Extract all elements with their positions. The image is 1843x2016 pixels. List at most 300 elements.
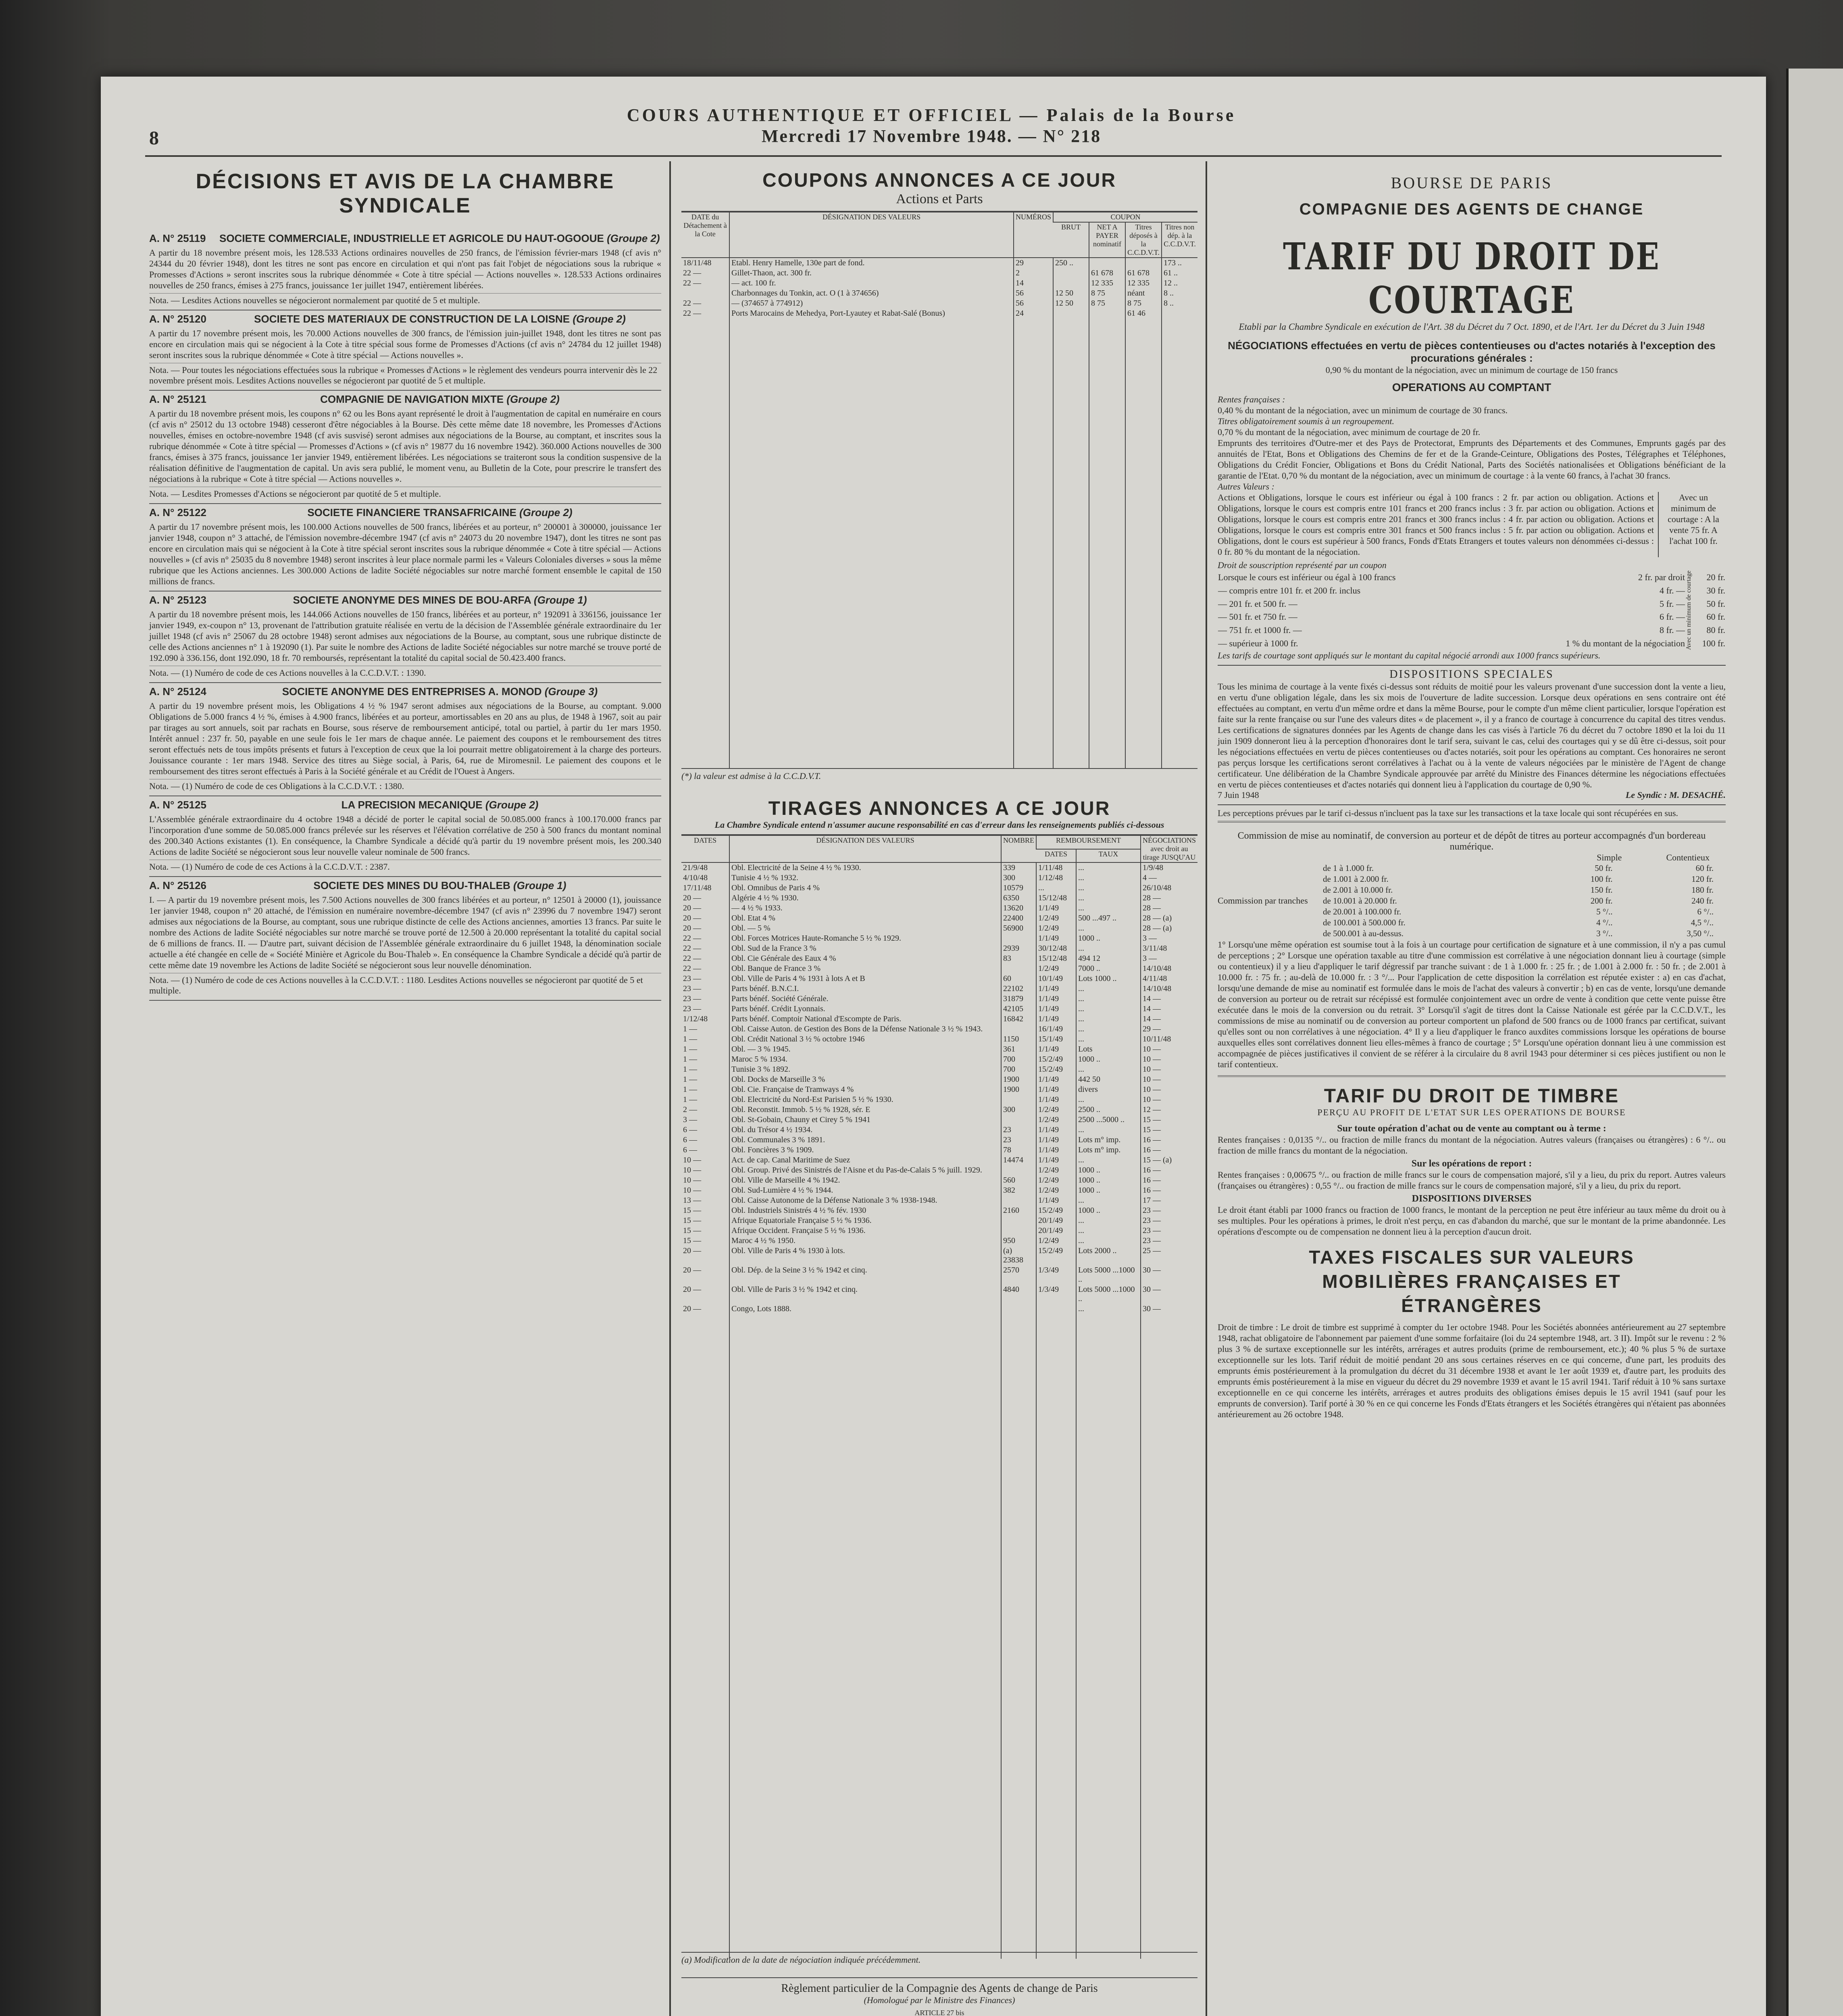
coupon-row-cell: 18/11/48 (683, 258, 712, 267)
souscription-min: 30 fr. (1706, 585, 1725, 596)
tirage-row (681, 1064, 1197, 1075)
taxes-text: Droit de timbre : Le droit de timbre est supprimé à compter du 1er octobre 1948. Pour les Sociétés abonnées antérieurement au 27 septembre 1948, rachat obligatoire de l'abonnement par paiement d'une somme forfaitaire (loi du 24 septembre 1948, art. 3 II). Impôt sur le revenu : 2 % plus 3 % de surtaxe exceptionnelle sur les intérêts, arrérages et autres produits (prime de remboursement, etc.); 40 % plus 5 % de surtaxe exceptionnelle sur les lots. Tarif réduit de moitié pendant 20 ans sous certaines réserves en ce qui concerne, d'une part, les produits des emprunts émis postérieurement à la promulgation du décret du 31 décembre 1938 et avant le 1er août 1939 et, d'autre part, les produits des emprunts émis postérieurement à la mise en vigueur du décret du 29 novembre 1939 et avant le 15 avril 1941. Tarif réduit à 10 % sans surtaxe exceptionnelle en ce qui concerne les intérêts, arrérages et autres produits des obligations émises depuis le 15 avril 1941 (sauf pour les emprunts de conversion). Tarif porté à 30 % en ce qui concerne les Fonds d'Etats étrangers et les Sociétés étrangères qui n'étaient pas abonnées antérieurement au 26 octobre 1948. (1218, 1322, 1726, 1419)
tirage-row-cell: 700 (1001, 1054, 1036, 1064)
tirage-row-cell: 1 — (683, 1085, 697, 1094)
tirage-row (681, 1216, 1197, 1226)
tirage-row-cell: 6 — (683, 1125, 697, 1134)
tirage-row-filler-cell (729, 1314, 1001, 1959)
tirages-header: NÉGOCIATIONS avec droit au tirage JUSQU'AU (1141, 835, 1197, 862)
coupon-row-cell (1125, 258, 1162, 268)
tirage-row-cell: Obl. Industriels Sinistrés 4 ½ % fév. 1930 (729, 1206, 1001, 1216)
tirage-row-filler-cell (1141, 1314, 1197, 1959)
tirage-row-cell: 442 50 (1076, 1075, 1141, 1085)
column-divider (1206, 161, 1207, 2016)
timbre-t3: Le droit étant établi par 1000 francs ou fraction de 1000 francs, le montant de la perception ne peut être inférieur au taux même du droit ou à ses multiples. Pour les opérations à primes, le droit n'est perçu, en cas d'abandon du marché, que sur le montant de la prime abandonnée. Les opérations d'escompte ou de compensation ne donnent lieu à la perception d'aucun droit. (1218, 1204, 1726, 1237)
tirage-row (681, 1014, 1197, 1024)
coupon-row (681, 268, 1197, 278)
tirage-row-filler-cell (681, 1314, 729, 1959)
tirage-row-cell: 21/9/48 (683, 863, 708, 872)
tirage-row-cell: ... (1076, 1004, 1141, 1014)
tirage-row-cell: 1 — (683, 1045, 697, 1054)
notice-note: Nota. — (1) Numéro de code de ces Obligations à la C.C.D.V.T. : 1380. (149, 779, 661, 791)
tirage-row (681, 873, 1197, 883)
tirages-table (681, 835, 1197, 1959)
tirage-row-cell: 1/1/49 (1036, 1085, 1076, 1095)
notice-note: Nota. — Lesdites Actions nouvelles se négocieront normalement par quotité de 5 et multiple. (149, 293, 661, 306)
coupon-row-cell (1089, 258, 1125, 268)
tirage-row (681, 1195, 1197, 1206)
tirage-row-cell: 1/12/48 (683, 1014, 708, 1023)
tirage-row-cell: Obl. Etat 4 % (729, 913, 1001, 923)
rentes-text: 0,40 % du montant de la négociation, avec un minimum de courtage de 30 francs. (1218, 405, 1508, 415)
tirage-row-cell (1001, 1165, 1036, 1175)
tirage-row-cell: 22102 (1001, 984, 1036, 994)
coupon-row-cell: 8 75 (1089, 298, 1125, 308)
tirage-row-cell: 25 — (1141, 1246, 1197, 1265)
tirage-row-cell: Lots m° imp. (1076, 1135, 1141, 1145)
tirage-row-cell: Parts bénéf. Société Générale. (729, 994, 1001, 1004)
commission-title: Commission de mise au nominatif, de conversion au porteur et de dépôt de titres au porteur accompagnés d'un bordereau numérique. (1237, 830, 1706, 852)
tirage-row-cell: (a) 23838 (1001, 1246, 1036, 1265)
tirage-row (681, 1004, 1197, 1014)
commission-cell: 3,50 °/.. (1687, 928, 1714, 938)
tirage-row-cell: Obl. Dép. de la Seine 3 ½ % 1942 et cinq. (729, 1265, 1001, 1285)
souscription-val: 6 fr. — (1660, 612, 1685, 622)
commission-cell: 5 °/.. (1596, 906, 1613, 916)
page-number: 8 (149, 127, 159, 149)
notice-group: (Groupe 2) (485, 799, 539, 811)
tirage-row-cell: 10 — (1141, 1054, 1197, 1064)
tirage-row-cell: 2500 .. (1076, 1105, 1141, 1115)
tirage-row-cell: 10579 (1001, 883, 1036, 893)
tirage-row-cell: 339 (1001, 862, 1036, 873)
tirage-row (681, 1165, 1197, 1175)
tirage-row-cell: 15/2/49 (1036, 1246, 1076, 1265)
tirages-group-header: REMBOURSEMENT (1036, 835, 1141, 849)
tirage-row-cell: 1000 .. (1076, 1175, 1141, 1185)
coupon-row-filler-cell (681, 319, 729, 768)
tirage-row-cell: 1/2/49 (1036, 1175, 1076, 1185)
commission-cell: 240 fr. (1691, 896, 1714, 906)
commission-row (1322, 917, 1726, 928)
tirage-row-cell: 23 — (1141, 1216, 1197, 1226)
tirages-header: DATES (681, 835, 729, 862)
souscription-min: 100 fr. (1702, 638, 1725, 649)
coupon-row-cell (681, 288, 729, 298)
tirage-row-cell: 17 — (1141, 1195, 1197, 1206)
tirage-row-cell: 10 — (1141, 1075, 1197, 1085)
commission-cell: de 2.001 à 10.000 fr. (1323, 885, 1393, 895)
tirage-row (681, 974, 1197, 984)
tirage-row-cell: 16842 (1001, 1014, 1036, 1024)
masthead-title: COURS AUTHENTIQUE ET OFFICIEL — Palais de la Bourse (627, 105, 1236, 125)
tirage-row-cell: 23 — (683, 1004, 701, 1013)
commission-cell: 50 fr. (1595, 863, 1613, 873)
tirages-header: DÉSIGNATION DES VALEURS (729, 835, 1001, 862)
coupons-header: NUMÉROS (1014, 212, 1053, 258)
timbre-h2: Sur les opérations de report : (1411, 1158, 1532, 1169)
notice-number: A. N° 25126 (149, 879, 206, 891)
coupon-row (681, 308, 1197, 319)
tirage-row-cell: Obl. Caisse Auton. de Gestion des Bons de la Défense Nationale 3 ½ % 1943. (729, 1024, 1001, 1034)
tirage-row-cell: 83 (1001, 954, 1036, 964)
notice-company-name: SOCIETE DES MINES DU BOU-THALEB (313, 879, 510, 891)
tirage-row-cell: 10 — (1141, 1044, 1197, 1054)
tirage-row-cell: 15 — (683, 1206, 701, 1215)
tirage-row-cell: 20 — (683, 924, 701, 933)
coupon-row-filler-cell (1125, 319, 1162, 768)
tirage-row-cell: — 4 ½ % 1933. (729, 903, 1001, 913)
notice-text: A partir du 18 novembre présent mois, les 144.066 Actions nouvelles de 150 francs, libérées et au porteur, n° 192091 à 336156, jouissance 1er janvier 1949, ex-coupon n° 13, provenant de l'attribution gratuite réalisée en vertu de la décision de l'Assemblée générale extraordinaire du 1er juillet 1948 (cf avis n° 25067 du 28 octobre 1948) seront admises aux négociations de la Bourse, au comptant, sous une rubrique distincte de celle des Actions anciennes n° 1 à 192090 (1). Par suite le nombre des Actions de ladite Société négociables sur notre marché se trouve porté de 192.090 à 336.156, dont 192.090, 18 fr. 70 remboursés, représentant la totalité du capital social de 50.423.400 francs. (149, 609, 661, 663)
souscription-min-row (1697, 637, 1726, 650)
coupon-row-cell: — act. 100 fr. (729, 278, 1014, 288)
tirage-row-cell: 494 12 (1076, 954, 1141, 964)
tirage-row-cell: 4/11/48 (1141, 974, 1197, 984)
tirage-row-cell: 20 — (683, 1304, 701, 1313)
tirage-row-cell: 1/1/49 (1036, 1125, 1076, 1135)
coupon-row-cell (1089, 308, 1125, 319)
tirage-row-cell: ... (1076, 923, 1141, 933)
tirage-row-cell: Obl. St-Gobain, Chauny et Cirey 5 % 1941 (729, 1115, 1001, 1125)
tirage-row-cell: 14 — (1141, 1014, 1197, 1024)
tirage-row-cell: 1/1/49 (1036, 1044, 1076, 1054)
tirage-row (681, 1155, 1197, 1165)
tirage-row-cell: 28 — (a) (1141, 913, 1197, 923)
coupons-table (681, 212, 1197, 768)
tirage-row-cell: Congo, Lots 1888. (729, 1304, 1001, 1314)
compagnie-title: COMPAGNIE DES AGENTS DE CHANGE (1299, 200, 1644, 218)
tirage-row-cell: 2 — (683, 1105, 697, 1114)
tirages-note: (a) Modification de la date de négociation indiquée précédemment. (681, 1955, 921, 1965)
tirage-row-cell: Obl. Group. Privé des Sinistrés de l'Aisne et du Pas-de-Calais 5 % juill. 1929. (729, 1165, 1001, 1175)
tirage-row-cell: 10 — (683, 1166, 701, 1175)
tirages-header: TAUX (1076, 849, 1141, 863)
tirage-row-cell: 382 (1001, 1185, 1036, 1195)
coupons-header: NET A PAYER nominatif (1089, 222, 1125, 258)
masthead-date: Mercredi 17 Novembre 1948. — N° 218 (761, 126, 1102, 146)
tirage-row-cell: 1/1/49 (1036, 1135, 1076, 1145)
commission-row (1322, 906, 1726, 917)
tirage-row-cell: Obl. Crédit National 3 ½ % octobre 1946 (729, 1034, 1001, 1044)
coupons-group-header: COUPON (1053, 212, 1197, 222)
tirage-row-cell: 4840 (1001, 1285, 1036, 1304)
coupon-row-cell: Ports Marocains de Mehedya, Port-Lyautey et Rabat-Salé (Bonus) (729, 308, 1014, 319)
notice-heading (149, 232, 661, 245)
tirage-row-cell: 23 (1001, 1135, 1036, 1145)
notice-company (219, 799, 661, 811)
tirage-row-cell (1001, 1226, 1036, 1236)
tirage-row-cell: Obl. Reconstit. Immob. 5 ½ % 1928, sér. E (729, 1105, 1001, 1115)
notice-note: Nota. — Pour toutes les négociations effectuées sous la rubrique « Promesses d'Actions » le règlement des vendeurs pourra intervenir dès le 22 novembre présent mois. Lesdites Actions nouvelles se négocieront par quotité de 5 et multiple. (149, 363, 661, 386)
reglement-subtitle: (Homologué par le Ministre des Finances) (864, 1995, 1015, 2005)
tirage-row-cell: 1/1/49 (1036, 984, 1076, 994)
tirage-row-cell: 1/1/49 (1036, 1095, 1076, 1105)
tirage-row-cell: 560 (1001, 1175, 1036, 1185)
tirage-row-cell: 14/10/48 (1141, 984, 1197, 994)
notice-number: A. N° 25123 (149, 594, 206, 606)
coupon-row (681, 258, 1197, 268)
notice-heading (149, 799, 661, 811)
tirage-row-cell: Obl. Electricité de la Seine 4 ½ % 1930. (729, 862, 1001, 873)
tirage-row-cell: 4 — (1141, 873, 1197, 883)
tirage-row-cell: 15 — (683, 1226, 701, 1235)
notice-company (219, 313, 661, 325)
tirage-row-cell: Lots m° imp. (1076, 1145, 1141, 1155)
souscription-val: 4 fr. — (1660, 585, 1685, 596)
tirage-row-cell: 1/1/49 (1036, 1075, 1076, 1085)
notice-group: (Groupe 1) (534, 594, 587, 606)
tirage-row-cell: Maroc 4 ½ % 1950. (729, 1236, 1001, 1246)
notice-number: A. N° 25122 (149, 506, 206, 519)
courtage-subtitle: Etabli par la Chambre Syndicale en exécution de l'Art. 38 du Décret du 7 Oct. 1890, et de l'Art. 1er du Décret du 3 Juin 1948 (1239, 322, 1705, 332)
notice-number: A. N° 25119 (149, 232, 206, 244)
tirage-row-cell: Parts bénéf. Comptoir National d'Escompte de Paris. (729, 1014, 1001, 1024)
tirage-row-cell (1001, 1195, 1036, 1206)
notice-company (218, 232, 662, 245)
tirage-row (681, 903, 1197, 913)
notice-group: (Groupe 2) (607, 232, 660, 244)
notice (149, 230, 661, 310)
notice (149, 504, 661, 591)
tirage-row-cell: Obl. Sud-Lumière 4 ½ % 1944. (729, 1185, 1001, 1195)
notice-company-name: SOCIETE DES MATERIAUX DE CONSTRUCTION DE LA LOISNE (254, 313, 570, 325)
coupon-row-filler-cell (1162, 319, 1197, 768)
tirage-row (681, 1085, 1197, 1095)
coupon-row-filler (681, 319, 1197, 768)
tirage-row-cell: 22400 (1001, 913, 1036, 923)
tirage-row-cell: 14/10/48 (1141, 964, 1197, 974)
tirages-header: NOMBRE (1001, 835, 1036, 862)
coupon-row-filler-cell (1014, 319, 1053, 768)
tirage-row-cell: 1/11/48 (1036, 862, 1076, 873)
souscription-table (1218, 571, 1685, 650)
next-page-edge (1786, 69, 1843, 2016)
rentes-label: Rentes françaises : (1218, 394, 1285, 404)
tirage-row-cell: 23 — (683, 994, 701, 1003)
commission-row (1322, 896, 1726, 906)
tirage-row-cell: 2160 (1001, 1206, 1036, 1216)
tirage-row-cell (1036, 1304, 1076, 1314)
coupon-row-cell: 250 .. (1053, 258, 1089, 268)
commission-cell: de 1 à 1.000 fr. (1323, 863, 1374, 873)
tirage-row-cell: Lots 5000 ...1000 .. (1076, 1265, 1141, 1285)
tirage-row-cell: ... (1076, 873, 1141, 883)
notice-company-name: SOCIETE ANONYME DES ENTREPRISES A. MONOD (282, 685, 542, 698)
tirage-row-cell: 1/2/49 (1036, 964, 1076, 974)
souscription-val: 5 fr. — (1660, 598, 1685, 609)
tirage-row-cell: 30 — (1141, 1265, 1197, 1285)
tirage-row-cell: ... (1076, 893, 1141, 903)
commission-cell: 180 fr. (1691, 885, 1714, 895)
tirage-row-cell: 361 (1001, 1044, 1036, 1054)
coupon-row-cell: 12 50 (1053, 288, 1089, 298)
notice-note: Nota. — (1) Numéro de code de ces Actions nouvelles à la C.C.D.V.T. : 1180. Lesdites Actions nouvelles se négocieront par quotité de 5 et multiple. (149, 973, 661, 996)
coupon-row-cell: 173 .. (1162, 258, 1197, 268)
notice-text: A partir du 17 novembre présent mois, les 100.000 Actions nouvelles de 500 francs, libérées et au porteur, n° 200001 à 300000, jouissance 1er janvier 1948, coupon n° 3 attaché, de l'émission novembre-décembre 1947 (cf avis n° 24073 du 20 novembre 1947), dont les titres ne sont pas encore en circulation mais qui se négocient à la Cote à titre spécial seront inscrites sous la rubrique dénommée « Cote à titre spécial — Actions nouvelles » (cf avis n° 25035 du 8 novembre 1948) seront inscrites à leur place normale parmi les « Valeurs Coloniales diverses » sous la même rubrique que les Actions anciennes. Les 300.000 Actions de ladite Société négociables sur notre marché forment ensemble le capital de 150 millions de francs. (149, 522, 661, 586)
tirage-row-cell (1001, 1095, 1036, 1105)
coupon-row-cell: 61 46 (1125, 308, 1162, 319)
tirage-row-cell: 2570 (1001, 1265, 1036, 1285)
tirages-title: TIRAGES ANNONCES A CE JOUR (768, 798, 1111, 819)
tirage-row-cell (1001, 1115, 1036, 1125)
courtage-title: TARIF DU DROIT DE COURTAGE (1283, 235, 1661, 322)
tirage-row-cell: 1000 .. (1076, 1185, 1141, 1195)
tirage-row-cell: 23 — (1141, 1206, 1197, 1216)
tirage-row-cell: 300 (1001, 1105, 1036, 1115)
souscription-row (1218, 584, 1685, 597)
tirage-row (681, 994, 1197, 1004)
coupon-row-cell: Charbonnages du Tonkin, act. O (1 à 374656) (729, 288, 1014, 298)
tirage-row-cell: 10 — (1141, 1085, 1197, 1095)
tirage-row-cell: 1/9/48 (1141, 862, 1197, 873)
tirage-row-filler (681, 1314, 1197, 1959)
decisions-title: DÉCISIONS ET AVIS DE LA CHAMBRE SYNDICALE (196, 170, 615, 217)
coupons-header: Titres déposés à la C.C.D.V.T. (1125, 222, 1162, 258)
tirage-row (681, 933, 1197, 943)
tirage-row-cell: 20/1/49 (1036, 1216, 1076, 1226)
coupon-row-cell: 12 .. (1162, 278, 1197, 288)
tirage-row-filler-cell (1001, 1314, 1036, 1959)
tirage-row-cell: 15 — (1141, 1115, 1197, 1125)
tirage-row (681, 862, 1197, 873)
coupon-row-cell: 56 (1014, 298, 1053, 308)
notice-company (219, 685, 661, 698)
souscription-val: 1 % du montant de la négociation (1566, 638, 1685, 649)
timbre-t1: Rentes françaises : 0,0135 °/.. ou fraction de mille francs du montant de la négociation. Autres valeurs (françaises ou étrangères) : 6 °/.. ou fraction de mille francs du montant de la négociation. (1218, 1134, 1726, 1156)
tirage-row-cell: Act. de cap. Canal Maritime de Suez (729, 1155, 1001, 1165)
tirage-row-cell: ... (1076, 1014, 1141, 1024)
tirage-row-cell: 1/1/49 (1036, 903, 1076, 913)
commission-cell: de 10.001 à 20.000 fr. (1323, 896, 1397, 906)
tirage-row (681, 923, 1197, 933)
souscription-cond: — 501 fr. et 750 fr. — (1218, 612, 1297, 622)
tirage-row-cell: 23 (1001, 1125, 1036, 1135)
notice-text: I. — A partir du 19 novembre présent mois, les 7.500 Actions nouvelles de 300 francs libérées et au porteur, n° 12501 à 20000 (1), jouissance 1er janvier 1948, coupon n° 20 attaché, de l'émission en numéraire novembre-décembre 1947 (cf avis n° 23996 du 7 novembre 1947) seront admises aux négociations de la Bourse, au comptant, sous une rubrique distincte de celle des Actions anciennes, amorties 13 francs. Par suite le nombre des Actions de ladite Société négociables sur notre marché se trouve porté de 12.500 à 20.000 représentant la totalité du capital social de 6 millions de francs. II. — D'autre part, suivant décision de l'Assemblée générale extraordinaire du 6 juillet 1948, la dénomination sociale actuelle a été changée en celle de « Société Minière et Agricole du Bou-Thaleb ». En conséquence la Chambre Syndicale a décidé qu'à partir de cette même date 19 novembre les Actions de ladite Société se négocieront sous leur nouvelle dénomination. (149, 895, 661, 970)
commission-row (1322, 863, 1726, 874)
notice-number: A. N° 25124 (149, 685, 206, 698)
dispositions-date: 7 Juin 1948 (1218, 789, 1259, 800)
notice-company (219, 594, 661, 606)
notice-company (219, 879, 661, 892)
tirage-row-cell: 3 — (1141, 954, 1197, 964)
tirage-row (681, 1044, 1197, 1054)
souscription-cond: Lorsque le cours est inférieur ou égal à 100 francs (1218, 572, 1396, 582)
tirage-row-cell: ... (1076, 994, 1141, 1004)
notice-text: L'Assemblée générale extraordinaire du 4 octobre 1948 a décidé de porter le capital social de 50.085.000 francs à 100.170.000 francs par l'incorporation d'une somme de 50.085.000 francs prélevée sur les réserves et l'élévation corrélative de 250 à 500 francs du montant nominal des 200.340 Actions existantes (1). En conséquence, la Chambre Syndicale a décidé qu'à partir du 19 novembre présent mois, les 200.340 Actions de ladite Société se négocieront sous leur nouvelle valeur nominale de 500 francs. (149, 814, 661, 857)
tirage-row-cell: ... (1076, 1304, 1141, 1314)
tirages-body (681, 862, 1197, 1959)
souscription-row (1218, 571, 1685, 584)
tirage-row-cell: 15/2/49 (1036, 1054, 1076, 1064)
comptant-title: OPERATIONS AU COMPTANT (1392, 381, 1551, 394)
coupon-row-cell (1053, 268, 1089, 278)
tirage-row-cell: 15 — (683, 1216, 701, 1225)
coupon-row-cell: 2 (1014, 268, 1053, 278)
commission-cell: 60 fr. (1695, 863, 1714, 873)
notice-note: Nota. — (1) Numéro de code de ces Actions nouvelles à la C.C.D.V.T. : 1390. (149, 666, 661, 678)
souscription-min: 20 fr. (1706, 572, 1725, 582)
reglement-block (681, 1977, 1197, 2016)
coupons-body (681, 258, 1197, 768)
tirage-row-cell: Obl. Cie. Française de Tramways 4 % (729, 1085, 1001, 1095)
tirage-row-cell: 1/3/49 (1036, 1285, 1076, 1304)
tirage-row-cell: 1/2/49 (1036, 923, 1076, 933)
tirage-row (681, 883, 1197, 893)
tirage-row-cell: 17/11/48 (683, 883, 712, 892)
tirages-header: DATES (1036, 849, 1076, 863)
tirage-row-cell (1001, 933, 1036, 943)
tirage-row-cell: 56900 (1001, 923, 1036, 933)
coupon-row-cell: 22 — (683, 269, 701, 277)
tirage-row (681, 1185, 1197, 1195)
tirage-row-cell: 300 (1001, 873, 1036, 883)
tirage-row-cell: 10 — (683, 1156, 701, 1164)
tirage-row-cell: 7000 .. (1076, 964, 1141, 974)
notice (149, 310, 661, 391)
tirage-row (681, 1265, 1197, 1285)
tirage-row-cell: 22 — (683, 964, 701, 973)
tirage-row-cell: 15/12/48 (1036, 893, 1076, 903)
tirage-row-cell: 20/1/49 (1036, 1226, 1076, 1236)
tirage-row-cell: 14474 (1001, 1155, 1036, 1165)
tirage-row-cell: 3/11/48 (1141, 943, 1197, 954)
tirage-row (681, 893, 1197, 903)
commission-body (1322, 863, 1726, 939)
tirage-row-cell: Afrique Equatoriale Française 5 ½ % 1936. (729, 1216, 1001, 1226)
notice-heading (149, 393, 661, 406)
tirage-row-cell: 22 — (683, 954, 701, 963)
column-divider (669, 161, 671, 2016)
column-tarifs (1218, 161, 1726, 2016)
notice (149, 391, 661, 504)
notice-text: A partir du 17 novembre présent mois, les 70.000 Actions nouvelles de 300 francs, de l'émission juin-juillet 1948, dont les titres ne sont pas encore en circulation mais qui se négocient à la Cote à titre spécial sous forme de Promesses d'Actions (cf avis n° 24784 du 12 juillet 1948) seront inscrites sous la rubrique dénommée « Cote à titre spécial — Actions nouvelles ». (149, 328, 661, 360)
coupon-row-cell: 61 678 (1089, 268, 1125, 278)
tirage-row-cell: 15/2/49 (1036, 1064, 1076, 1075)
tirage-row-cell: 1 — (683, 1025, 697, 1033)
coupons-header: DATE du Détachement à la Cote (681, 212, 729, 258)
timbre-t2: Rentes françaises : 0,00675 °/.. ou fraction de mille francs sur le cours de compensation majoré, s'il y a lieu, du prix du report. Autres valeurs (françaises ou étrangères) : 0,55 °/.. ou fraction de mille francs sur le cours de compensation majoré, s'il y a lieu, du prix du report. (1218, 1169, 1726, 1191)
tirage-row-cell: 60 (1001, 974, 1036, 984)
reglement-title: Règlement particulier de la Compagnie des Agents de change de Paris (781, 1982, 1098, 1995)
tirage-row (681, 1135, 1197, 1145)
tirage-row-cell: 31879 (1001, 994, 1036, 1004)
dispositions-title: DISPOSITIONS SPECIALES (1218, 665, 1726, 681)
souscription-min-row (1697, 597, 1726, 610)
tirage-row-cell: 6 — (683, 1135, 697, 1144)
tirage-row-cell (1001, 1216, 1036, 1226)
coupon-row-cell: — (374657 à 774912) (729, 298, 1014, 308)
tirage-row-cell: Obl. Cie Générale des Eaux 4 % (729, 954, 1001, 964)
commission-cell: 200 fr. (1590, 896, 1613, 906)
tirage-row-cell: Obl. — 5 % (729, 923, 1001, 933)
souscription-min-label: Avec un minimum de courtage (1685, 571, 1692, 650)
tirage-row-cell: 26/10/48 (1141, 883, 1197, 893)
tirage-row-cell (1001, 1304, 1036, 1314)
coupon-row (681, 298, 1197, 308)
souscription-title: Droit de souscription représenté par un coupon (1218, 560, 1387, 570)
tirage-row-filler-cell (1076, 1314, 1141, 1959)
notice-number: A. N° 25125 (149, 799, 206, 811)
tirage-row-cell: 23 — (683, 974, 701, 983)
commission-row (1322, 874, 1726, 885)
notice-group: (Groupe 3) (544, 685, 598, 698)
tirage-row-cell: 10 — (683, 1186, 701, 1195)
dispositions-signoff (1218, 790, 1726, 800)
notice (149, 591, 661, 683)
timbre-h3: DISPOSITIONS DIVERSES (1412, 1193, 1532, 1204)
emprunts-text: Emprunts des territoires d'Outre-mer et des Pays de Protectorat, Emprunts des Départements et des Communes, Emprunts gagés par des annuités de l'Etat, Bons et Obligations des Chemins de fer et de la Grande-Ceinture, Obligations des Postes, Télégraphes et Téléphones, Obligations du Crédit Foncier, Obligations et Bons du Crédit National, Parts des Sociétés nationalisées et Obligations bénéficiant de la garantie de l'Etat. 0,70 % du montant de la négociation, avec un minimum de courtage : à la vente 60 francs, à l'achat 30 francs. (1218, 438, 1726, 481)
tirages-subtitle: La Chambre Syndicale entend n'assumer aucune responsabilité en cas d'erreur dans les renseignements publiés ci-dessous (714, 820, 1164, 830)
